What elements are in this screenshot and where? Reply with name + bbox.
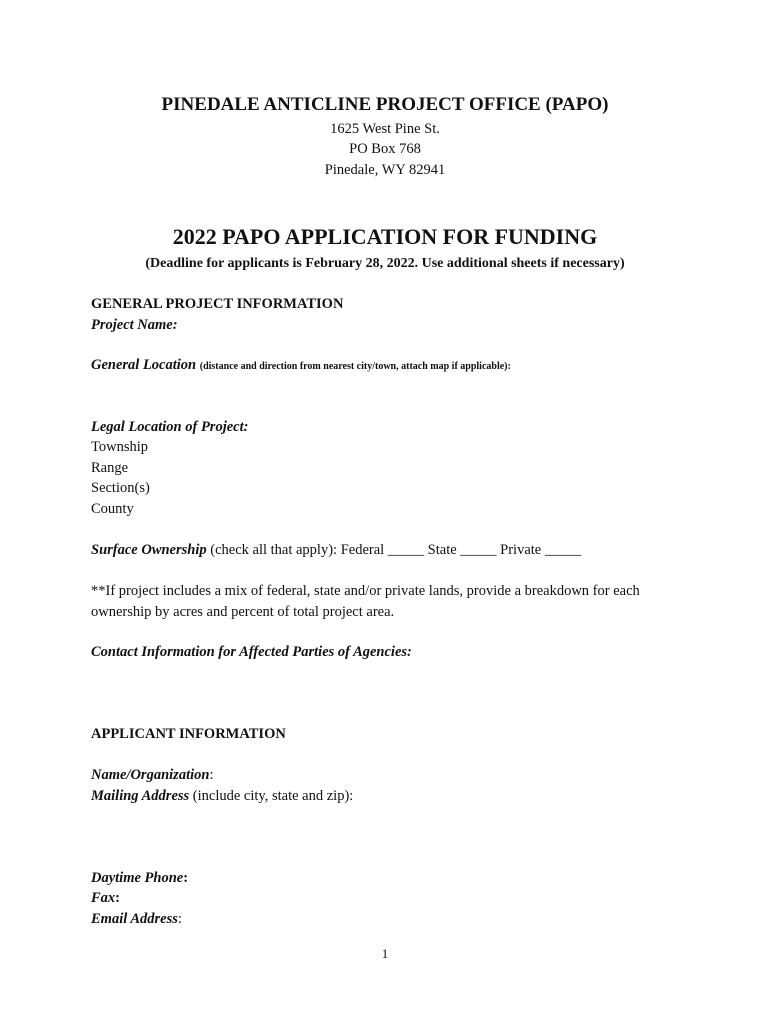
address-line-1: 1625 West Pine St. <box>330 121 440 137</box>
name-organization-label: Name/Organization <box>91 767 210 783</box>
email-address-colon: : <box>177 911 182 927</box>
applicant-heading: APPLICANT INFORMATION <box>91 726 286 742</box>
general-heading: GENERAL PROJECT INFORMATION <box>91 296 344 312</box>
mix-note-line-1: **If project includes a mix of federal, state and/or private lands, provide a breakdown for each <box>91 583 640 599</box>
email-address-label: Email Address <box>91 911 178 927</box>
contact-info-label: Contact Information for Affected Parties of Agencies: <box>91 644 412 660</box>
address-line-2: PO Box 768 <box>349 141 421 157</box>
surface-ownership-row <box>91 542 581 559</box>
mailing-address-note: (include city, state and zip): <box>189 788 354 804</box>
legal-item-township: Township <box>91 439 148 455</box>
daytime-phone-row <box>91 870 188 887</box>
address-line-3: Pinedale, WY 82941 <box>324 162 446 178</box>
name-organization-colon: : <box>209 767 214 783</box>
general-location-row <box>91 357 511 374</box>
daytime-phone-label: Daytime Phone <box>91 870 184 886</box>
form-title: 2022 PAPO APPLICATION FOR FUNDING <box>172 224 598 249</box>
mailing-address-label: Mailing Address <box>91 788 190 804</box>
surface-ownership-text: (check all that apply): Federal _____ State _____ Private _____ <box>210 542 582 558</box>
email-address-row <box>91 911 182 928</box>
fax-colon: : <box>115 890 121 906</box>
daytime-phone-colon: : <box>183 870 189 886</box>
page-number: 1 <box>381 946 389 961</box>
legal-item-county: County <box>91 501 134 517</box>
project-name-label: Project Name: <box>91 317 178 333</box>
form-subtitle: (Deadline for applicants is February 28, 2022. Use additional sheets if necessary) <box>145 256 625 271</box>
surface-ownership-label: Surface Ownership <box>91 542 207 558</box>
general-location-label: General Location <box>91 357 197 373</box>
legal-item-sections: Section(s) <box>91 480 150 496</box>
general-location-note: (distance and direction from nearest city/town, attach map if applicable): <box>199 361 511 372</box>
name-organization-row <box>91 767 213 784</box>
mailing-address-row <box>91 788 353 805</box>
fax-row <box>91 890 120 907</box>
fax-label: Fax <box>91 890 116 906</box>
legal-location-label: Legal Location of Project: <box>91 419 249 435</box>
mix-note-line-2: ownership by acres and percent of total project area. <box>91 604 395 620</box>
legal-item-range: Range <box>91 460 129 476</box>
org-title: PINEDALE ANTICLINE PROJECT OFFICE (PAPO) <box>161 94 609 115</box>
